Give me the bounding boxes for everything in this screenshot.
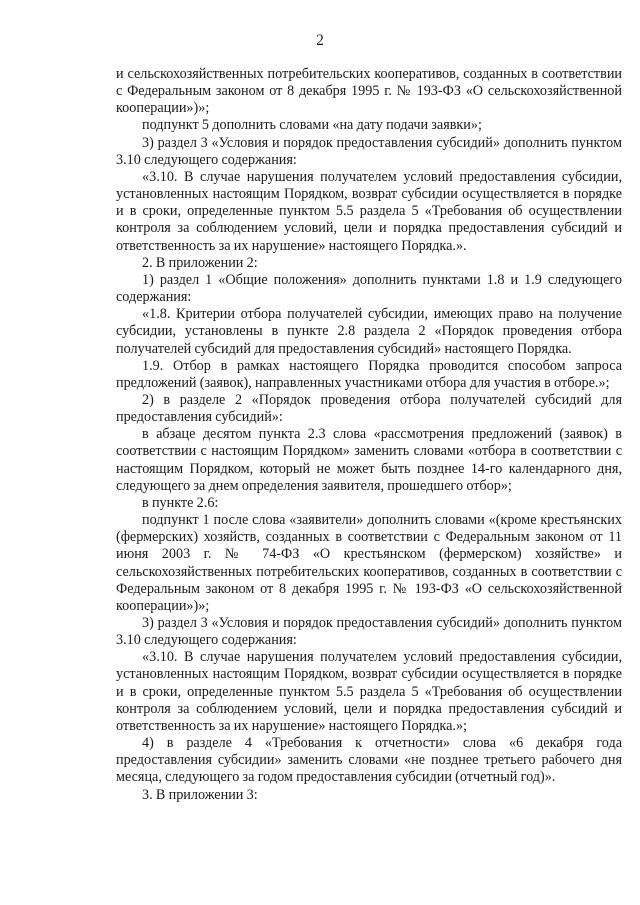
paragraph: 3. В приложении 3: xyxy=(142,786,258,803)
document-body xyxy=(116,66,622,804)
paragraph: в абзаце десятом пункта 2.3 слова «рассмотрения предложений (заявок) в соответствии с настоящим Порядком» заменить словами «отбора в соответствии с настоящим Порядком, который не может быть позднее 14-го календарного дня, следующего за днем определения заявителя, прошедшего отбор»; xyxy=(116,426,622,494)
paragraph: 2. В приложении 2: xyxy=(142,254,258,271)
paragraph: 1) раздел 1 «Общие положения» дополнить пунктами 1.8 и 1.9 следующего содержания: xyxy=(116,271,622,306)
paragraph: «3.10. В случае нарушения получателем условий предоставления субсидии, установленных настоящим Порядком, возврат субсидии осуществляется в порядке и в сроки, определенные пунктом 5.5 раздела 5 «Требования об осуществлении контроля за соблюдением условий, цели и порядка предоставления субсидий и ответственность за их нарушение» настоящего Порядка.». xyxy=(116,168,622,254)
page-number: 2 xyxy=(316,32,324,49)
paragraph: 4) в разделе 4 «Требования к отчетности» слова «6 декабря года предоставления субсидии» заменить словами «не позднее третьего рабочего дня месяца, следующего за годом предоставления субсидии (отчетный год)». xyxy=(116,735,622,786)
paragraph: «1.8. Критерии отбора получателей субсидии, имеющих право на получение субсидии, установлены в пункте 2.8 раздела 2 «Порядок проведения отбора получателей субсидий для предоставления субсидий» настоящего Порядка. xyxy=(116,306,622,357)
paragraph: 3) раздел 3 «Условия и порядок предоставления субсидий» дополнить пунктом 3.10 следующего содержания: xyxy=(116,615,622,649)
paragraph: 1.9. Отбор в рамках настоящего Порядка проводится способом запроса предложений (заявок), направленных участниками отбора для участия в отборе.»; xyxy=(116,357,622,391)
paragraph: и сельскохозяйственных потребительских кооперативов, созданных в соответствии с Федеральным законом от 8 декабря 1995 г. № 193-ФЗ «О сельскохозяйственной кооперации»)»; xyxy=(116,66,622,117)
paragraph: 2) в разделе 2 «Порядок проведения отбора получателей субсидий для предоставления субсидий»: xyxy=(116,391,622,426)
paragraph: подпункт 5 дополнить словами «на дату подачи заявки»; xyxy=(142,117,482,134)
paragraph: в пункте 2.6: xyxy=(142,494,219,511)
paragraph: подпункт 1 после слова «заявители» дополнить словами «(кроме крестьянских (фермерских) хозяйств, созданных в соответствии с Федеральным законом от 11 июня 2003 г. № 74-ФЗ «О крестьянском (фермерском) хозяйстве» и сельскохозяйственных потребительских кооперативов, созданных в соответствии с Федеральным законом от 8 декабря 1995 г. № 193-ФЗ «О сельскохозяйственной кооперации»)»; xyxy=(116,512,622,614)
paragraph: 3) раздел 3 «Условия и порядок предоставления субсидий» дополнить пунктом 3.10 следующего содержания: xyxy=(116,134,622,168)
paragraph: «3.10. В случае нарушения получателем условий предоставления субсидии, установленных настоящим Порядком, возврат субсидии осуществляется в порядке и в сроки, определенные пунктом 5.5 раздела 5 «Требования об осуществлении контроля за соблюдением условий, цели и порядка предоставления субсидий и ответственность за их нарушение» настоящего Порядка.»; xyxy=(116,649,622,734)
